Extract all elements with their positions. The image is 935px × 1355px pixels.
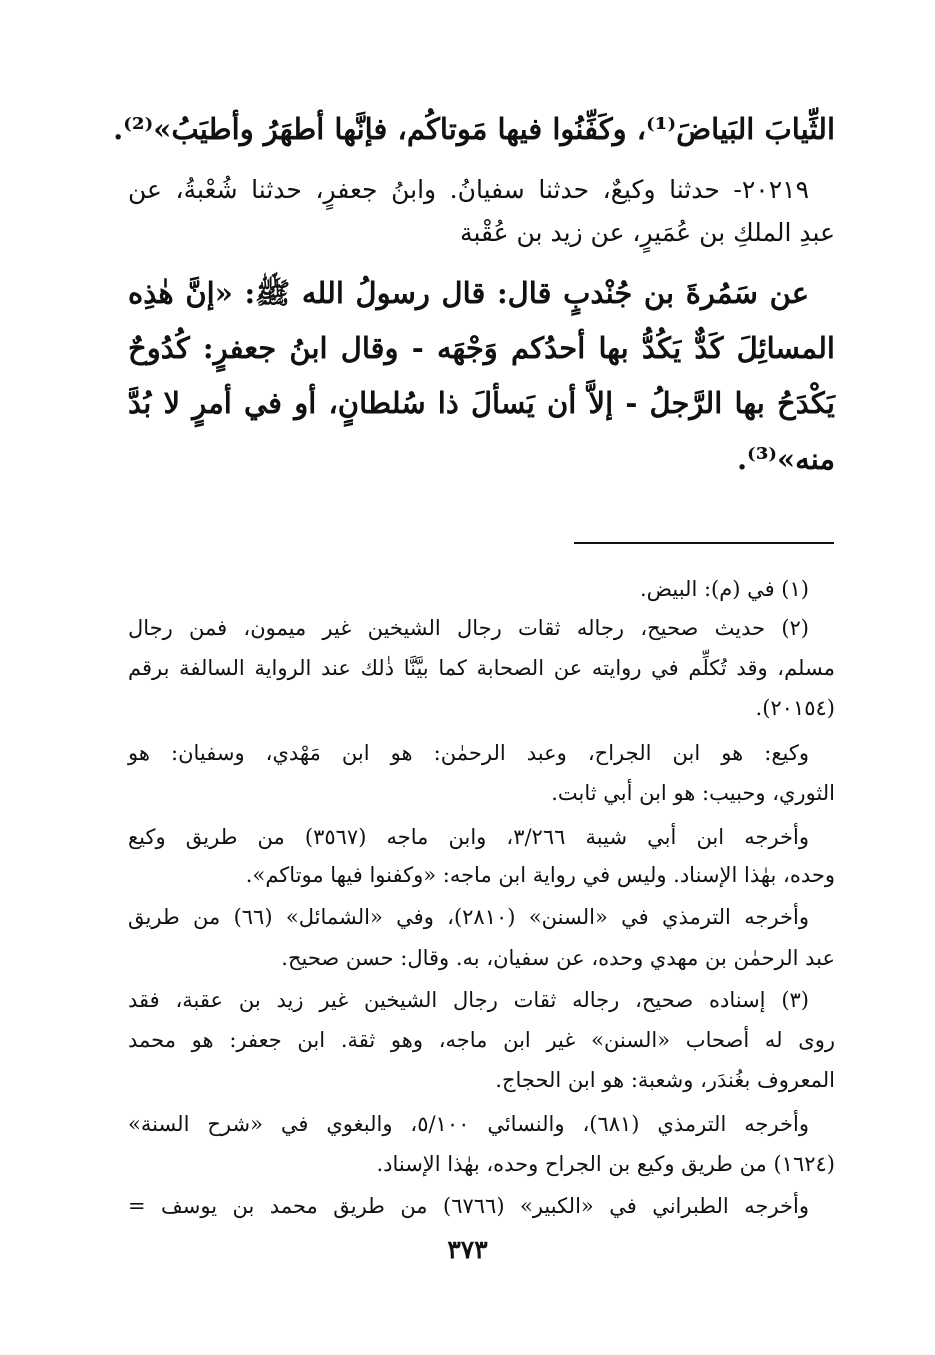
footnote-line: (٢٠١٥٤).: [755, 696, 835, 720]
isnad-line: عبدِ الملكِ بن عُمَيرٍ، عن زيد بن عُقْبة: [460, 218, 835, 247]
footnote-line: وأخرجه الترمذي (٦٨١)، والنسائي ٥/١٠٠، والبغوي في «شرح السنة»: [128, 1112, 809, 1136]
footnote-line: (٢) حديث صحيح، رجاله ثقات رجال الشيخين غير ميمون، فمن رجال: [128, 616, 809, 640]
matn-line: عن سَمُرةَ بن جُنْدبٍ قال: قال رسولُ الله ﷺ: «إنَّ هٰذِه: [128, 276, 809, 310]
footnote-line: (١٦٢٤) من طريق وكيع بن الجراح وحده، بهٰذا الإسناد.: [376, 1152, 835, 1176]
footnote-line: وأخرجه الترمذي في «السنن» (٢٨١٠)، وفي «الشمائل» (٦٦) من طريق: [128, 905, 810, 929]
page-number: ٣٧٣: [447, 1235, 488, 1264]
matn-line: المسائِلَ كَدٌّ يَكُدُّ بها أحدُكم وَجْهَه - وقال ابنُ جعفرٍ: كُدُوحٌ: [128, 331, 835, 365]
footnote-line: روى له أصحاب «السنن» غير ابن ماجه، وهو ثقة. ابن جعفر: هو محمد: [128, 1028, 835, 1052]
matn-line: يَكْدَحُ بها الرَّجلُ - إلاَّ أن يَسألَ ذا سُلطانٍ، أو في أمرٍ لا بُدَّ: [128, 386, 835, 420]
footnote-line: وأخرجه الطبراني في «الكبير» (٦٧٦٦) من طريق محمد بن يوسف =: [128, 1194, 809, 1218]
matn-line: منه»⁽³⁾.: [736, 442, 835, 476]
footnote-line: وأخرجه ابن أبي شيبة ٣/٢٦٦، وابن ماجه (٣٥٦٧) من طريق وكيع: [128, 825, 809, 849]
footnote-line: الثوري، وحبيب: هو ابن أبي ثابت.: [551, 781, 835, 805]
isnad-line: ٢٠٢١٩- حدثنا وكيعٌ، حدثنا سفيانُ. وابنُ جعفرٍ، حدثنا شُعْبةُ، عن: [128, 175, 809, 204]
footnote-line: (١) في (م): البيض.: [639, 577, 809, 601]
footnote-line: وكيع: هو ابن الجراح، وعبد الرحمٰن: هو ابن مَهْدي، وسفيان: هو: [128, 741, 809, 765]
footnote-line: المعروف بغُندَر، وشعبة: هو ابن الحجاج.: [495, 1068, 835, 1092]
hadith-continuation-line: الثِّيابَ البَياضَ⁽¹⁾، وكَفِّنُوا فيها مَوتاكُم، فإنَّها أطهَرُ وأطيَبُ»⁽²⁾.: [113, 112, 835, 146]
footnote-line: مسلم، وقد تُكلِّم في روايته عن الصحابة كما بيَّنَّا ذٰلك عند الرواية السالفة برقم: [128, 656, 835, 680]
footnote-line: وحده، بهٰذا الإسناد. وليس في رواية ابن ماجه: «وكفنوا فيها موتاكم».: [245, 863, 835, 887]
footnote-line: عبد الرحمٰن بن مهدي وحده، عن سفيان، به. وقال: حسن صحيح.: [281, 946, 835, 970]
footnote-line: (٣) إسناده صحيح، رجاله ثقات رجال الشيخين غير زيد بن عقبة، فقد: [128, 988, 809, 1012]
footnote-divider: [574, 542, 834, 544]
